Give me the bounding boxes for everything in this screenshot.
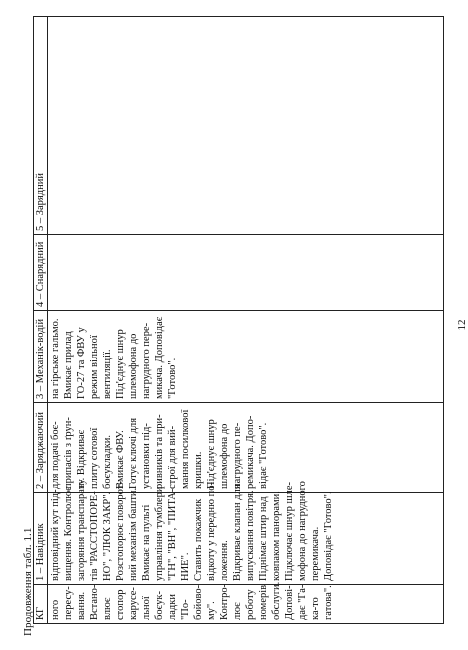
- cell-line: Вмикає ФВУ.: [115, 430, 127, 489]
- cell-line: роботу: [245, 589, 257, 620]
- cell-line: мофона до нагрудного: [297, 481, 309, 581]
- header-charge-handler: 5 – Зарядний: [34, 17, 48, 235]
- cell-line: Відкриває клапан для: [232, 484, 244, 581]
- cell-line: Підключає шнур шле-: [284, 481, 296, 581]
- cell-line: кришки.: [193, 451, 205, 489]
- cell-shell-handler: [48, 235, 444, 311]
- cell-line: микача. Доповідає: [154, 316, 166, 399]
- cell-line: гатова".: [323, 585, 335, 620]
- cell-line: Ставить покажчик: [193, 498, 205, 581]
- cell-line: нагрудного пе-: [232, 422, 244, 489]
- cell-line: припасів з ґрун-: [63, 417, 75, 489]
- cell-line: Розстопорює поворот-: [115, 481, 127, 581]
- cell-line: "По-: [180, 599, 192, 620]
- cell-line: ту. Відкриває: [76, 429, 88, 489]
- cell-line: ремикача. Допо-: [245, 415, 257, 489]
- cell-line: ковпаком панорами.: [271, 491, 283, 581]
- cell-line: карусе-: [128, 587, 140, 620]
- page-number: 12: [456, 319, 468, 331]
- cell-line: Доповідає "Готово".: [323, 491, 335, 581]
- cell-line: "Готово".: [167, 357, 179, 399]
- cell-line: дає "Га-: [297, 584, 309, 620]
- cell-driver-mechanic: [48, 311, 444, 403]
- cell-charge-handler: [48, 17, 444, 235]
- table-row: [48, 17, 444, 624]
- cell-line: на гірське гальмо.: [50, 318, 62, 399]
- table-header-row: [34, 17, 48, 624]
- cell-line: му".: [206, 601, 218, 620]
- cell-line: Піднімає штир над: [258, 496, 270, 581]
- cell-line: Вмикає на пульті: [141, 504, 153, 581]
- cell-line: бойово-: [193, 584, 205, 620]
- cell-line: Допові-: [284, 585, 296, 620]
- cell-line: загоряння транспаран-: [76, 479, 88, 581]
- header-shell-handler: 4 – Снарядний: [34, 235, 48, 311]
- cell-line: пересу-: [63, 586, 75, 620]
- duties-table: [33, 16, 444, 624]
- cell-line: тів "РАССТОПОРЕ-: [89, 491, 101, 581]
- cell-line: боєукладки.: [102, 434, 114, 489]
- header-driver-mechanic: 3 – Механік-водій: [34, 311, 48, 403]
- cell-line: режим вільної: [89, 335, 101, 399]
- cell-line: ривників та при-: [154, 414, 166, 489]
- header-loader: 2 – Заряджаючий: [34, 403, 48, 493]
- cell-line: шлемофона до: [128, 333, 140, 399]
- cell-line: влює: [102, 597, 114, 620]
- cell-line: відає "Готово".: [258, 422, 270, 489]
- cell-line: ка-то: [310, 597, 322, 620]
- cell-line: мання посилкової: [180, 409, 192, 489]
- cell-line: для подачі боє-: [50, 421, 62, 489]
- cell-line: вищення. Контролює: [63, 486, 75, 581]
- cell-line: Контро-: [219, 583, 231, 620]
- cell-line: строї для вий-: [167, 425, 179, 489]
- cell-line: Під'єднує шнур: [206, 419, 218, 489]
- cell-line: ного: [50, 599, 62, 620]
- cell-line: Під'єднує шнур: [115, 329, 127, 399]
- cell-line: управління тумблери: [154, 486, 166, 581]
- cell-loader: [48, 403, 444, 493]
- cell-line: Вмикає прилад: [63, 331, 75, 399]
- cell-line: шлемофона до: [219, 423, 231, 489]
- cell-line: відповідний кут під-: [50, 489, 62, 581]
- cell-line: Встано-: [89, 584, 101, 620]
- cell-line: лює: [232, 602, 244, 620]
- cell-line: ний механізм башти.: [128, 487, 140, 581]
- cell-line: плиту сотової: [89, 427, 101, 489]
- cell-line: стопор: [115, 589, 127, 620]
- cell-line: випускання повітря.: [245, 490, 257, 581]
- cell-line: ложення.: [219, 540, 231, 581]
- header-kg: КГ: [34, 585, 48, 624]
- table-caption: Продовження табл. 1.1: [22, 527, 34, 636]
- cell-line: нагрудного пере-: [141, 322, 153, 399]
- cell-gunner: [48, 479, 444, 585]
- cell-line: Готує ключі для: [128, 417, 140, 489]
- header-gunner: 1 – Навідник: [34, 493, 48, 585]
- cell-line: НИЕ".: [180, 552, 192, 581]
- cell-line: номерів: [258, 584, 270, 620]
- cell-line: вання.: [76, 591, 88, 620]
- cell-line: обслуги.: [271, 581, 283, 620]
- cell-line: льної: [141, 596, 153, 620]
- cell-line: боєук-: [154, 591, 166, 620]
- cell-line: вентиляції.: [102, 349, 114, 399]
- cell-line: "ГН", "ВН", "ПИТА-: [167, 488, 179, 581]
- cell-kg: [48, 581, 444, 624]
- cell-line: ладки: [167, 594, 179, 620]
- cell-line: ГО-27 та ФВУ у: [76, 327, 88, 399]
- cell-line: відкоту у передню по-: [206, 482, 218, 581]
- cell-line: перемикача.: [310, 526, 322, 581]
- cell-line: установки під-: [141, 423, 153, 489]
- cell-line: НО", "ЛЮК ЗАКР".: [102, 491, 114, 581]
